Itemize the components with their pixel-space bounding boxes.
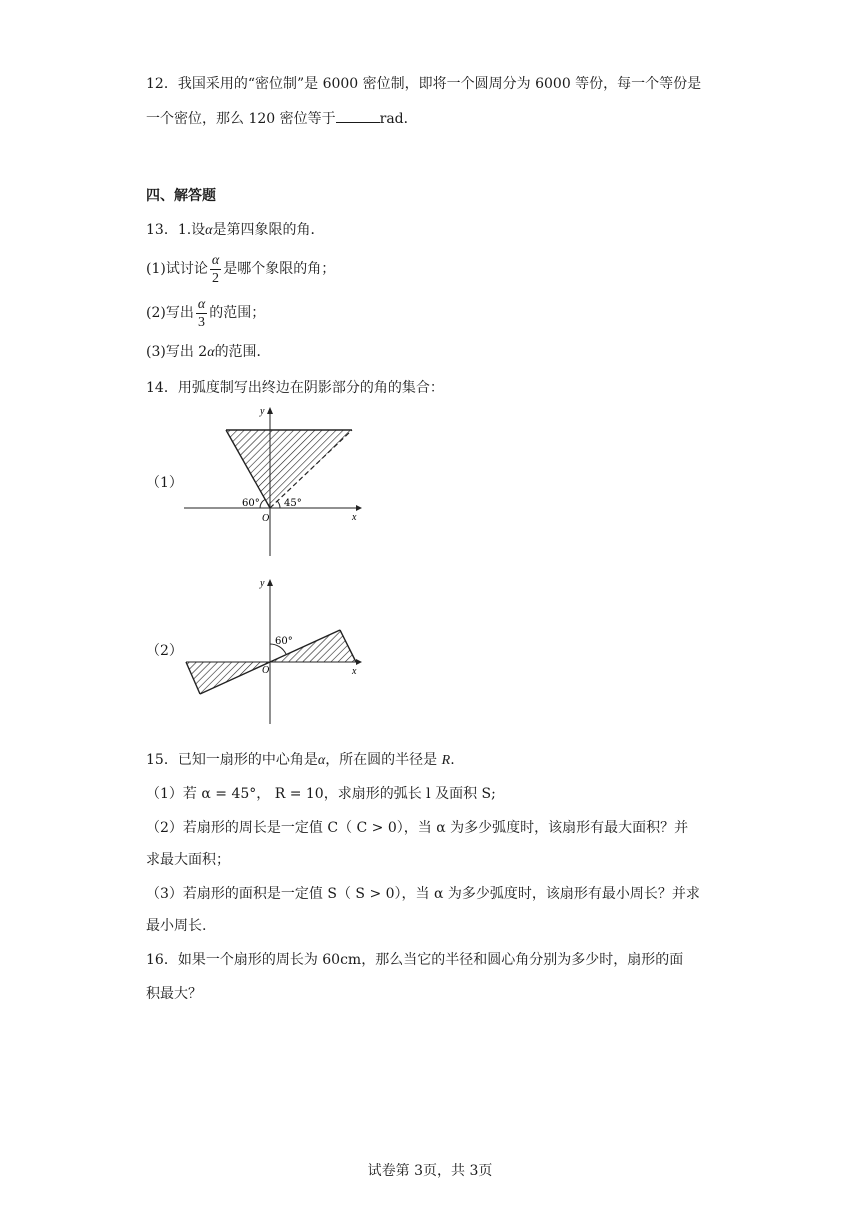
q15-stem-text-b: ，所在圆的半径是 [325, 752, 442, 768]
origin-label: O [262, 665, 270, 676]
fraction-alpha-over-2 [210, 252, 221, 287]
q13-part1 [146, 250, 335, 288]
origin-label: O [262, 513, 270, 524]
angle-arc-left [260, 500, 265, 509]
fraction-alpha-over-3 [196, 296, 207, 331]
shaded-region [226, 430, 352, 508]
figure2-label: （2） [146, 643, 183, 659]
y-axis-label: y [260, 406, 265, 417]
q12-line1: 12．我国采用的“密位制”是 6000 密位制，即将一个圆周分为 6000 等份，每一个等份是 [146, 76, 702, 92]
q15-radius: R [441, 753, 451, 768]
q13-stem-text-b: 是第四象限的角． [212, 222, 325, 238]
q13-stem [146, 220, 325, 241]
answer-blank [336, 108, 380, 123]
figure1-diagram [180, 402, 370, 558]
q13-stem-text-a: 13．1.设 [146, 222, 206, 238]
q15-part3-line1: （3）若扇形的面积是一定值 S（ S > 0），当 α 为多少弧度时，该扇形有最小周长？并求 [146, 886, 700, 902]
frac-denominator: 2 [212, 270, 220, 286]
q13-part1-text-b: 是哪个象限的角； [223, 261, 336, 277]
q13-alpha: α [205, 223, 213, 238]
x-axis-arrow-icon [356, 505, 362, 511]
q13-part3-text-b: 的范围． [214, 344, 271, 360]
q15-stem-text-a: 15．已知一扇形的中心角是 [146, 752, 318, 768]
section-title: 四、解答题 [146, 188, 216, 204]
q13-part3-text-a: (3)写出 2 [146, 344, 208, 360]
frac-denominator: 3 [198, 314, 206, 330]
q13-part1-text-a: (1)试讨论 [146, 261, 208, 277]
q15-stem-text-c: . [450, 752, 455, 768]
q15-part3-line2: 最小周长. [146, 918, 207, 934]
q13-part2-text-b: 的范围； [209, 305, 266, 321]
y-axis-arrow-icon [267, 579, 273, 586]
q12-line2 [146, 108, 418, 129]
q16-line1: 16．如果一个扇形的周长为 60cm，那么当它的半径和圆心角分别为多少时，扇形的面 [146, 952, 684, 968]
q14-stem: 14．用弧度制写出终边在阴影部分的角的集合： [146, 380, 444, 396]
angle-label-45: 45° [284, 498, 302, 509]
q12-line2-text: 一个密位，那么 120 密位等于 [146, 111, 336, 127]
q13-part2 [146, 294, 265, 332]
angle-label-60: 60° [275, 636, 293, 647]
y-axis-arrow-icon [267, 407, 273, 414]
frac-numerator: α [197, 296, 206, 312]
q15-part1: （1）若 α = 45°， R = 10，求扇形的弧长 l 及面积 S; [146, 786, 496, 802]
frac-numerator: α [211, 252, 220, 268]
figure2-diagram [180, 572, 370, 726]
q13-part3 [146, 342, 271, 363]
q13-alpha: α [207, 345, 215, 360]
q13-part2-text-a: (2)写出 [146, 305, 194, 321]
q12-unit: rad． [379, 111, 418, 127]
x-axis-label: x [352, 512, 357, 523]
q15-alpha: α [317, 753, 326, 768]
x-axis-label: x [352, 666, 357, 677]
y-axis-label: y [260, 578, 265, 589]
x-axis-arrow-icon [356, 659, 362, 665]
angle-label-60: 60° [242, 498, 260, 509]
q16-line2: 积最大？ [146, 986, 202, 1002]
q15-part2-line2: 求最大面积； [146, 852, 230, 868]
q15-part2-line1: （2）若扇形的周长是一定值 C（ C > 0），当 α 为多少弧度时，该扇形有最大面积？并 [146, 820, 689, 836]
angle-arc-right [277, 501, 280, 508]
figure1-label: （1） [146, 475, 183, 491]
page-footer: 试卷第 3页，共 3页 [367, 1163, 493, 1179]
q15-stem [146, 750, 455, 771]
